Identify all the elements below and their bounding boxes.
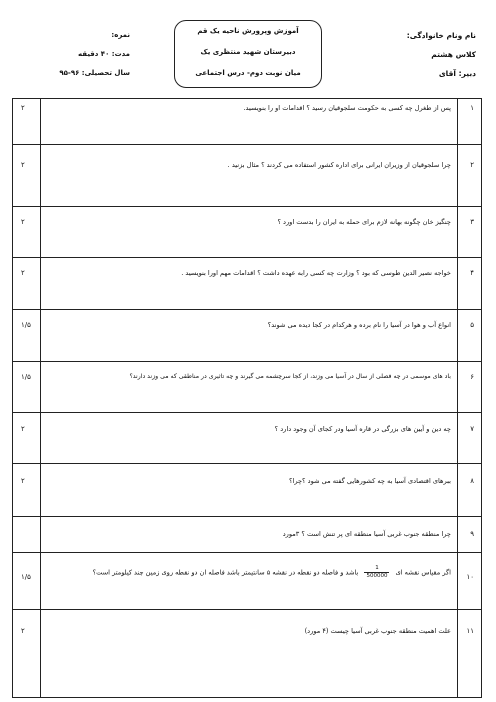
- question-text: علت اهمیت منطقه جنوب غربی آسیا چیست (۴ مورد): [304, 627, 451, 635]
- question-score: ۲: [21, 269, 25, 277]
- question-number: ۹: [470, 530, 474, 538]
- question-number: ۴: [470, 269, 474, 277]
- score-column: [13, 99, 41, 697]
- fraction-numerator: 1: [364, 565, 389, 573]
- question-text: ببرهای اقتصادی آسیا به چه کشورهایی گفته می شود ؟چرا؟: [289, 477, 451, 485]
- question-score: ۲: [21, 104, 25, 112]
- school-name: دبیرستان شهید منتظری یک: [200, 48, 296, 56]
- question-number: ۶: [470, 373, 474, 381]
- question-score: ۱/۵: [21, 321, 31, 329]
- question-number: ۳: [470, 218, 474, 226]
- exam-title: میان نوبت دوم- درس اجتماعی: [195, 69, 301, 77]
- question-text: چرا سلجوقیان از وزیران ایرانی برای اداره کشور استفاده می کردند ؟ مثال بزنید .: [227, 161, 451, 169]
- question-score: ۲: [21, 477, 25, 485]
- row-divider: [13, 609, 481, 610]
- exam-page: [12, 16, 482, 700]
- question-text-before: اگر مقیاس نقشه ای: [395, 568, 451, 577]
- question-number: ۵: [470, 321, 474, 329]
- row-divider: [13, 412, 481, 413]
- question-text: چرا منطقه جنوب غربی آسیا منطقه ای پر تنش است ؟ ۳مورد: [282, 530, 451, 538]
- question-number: ۲: [470, 161, 474, 169]
- name-label: نام ونام خانوادگی:: [406, 31, 476, 40]
- row-divider: [13, 361, 481, 362]
- row-divider: [13, 516, 481, 517]
- question-number: ۱۰: [466, 573, 474, 581]
- row-divider: [13, 552, 481, 553]
- question-text: خواجه نصیر الدین طوسی که بود ؟ وزارت چه کسی رابه عهده داشت ؟ اقدامات مهم اورا بنویسید .: [181, 269, 451, 277]
- row-divider: [13, 257, 481, 258]
- grade-label: نمره:: [111, 31, 130, 39]
- question-score: ۲: [21, 218, 25, 226]
- question-number: ۸: [470, 477, 474, 485]
- question-text: پس از طغرل چه کسی به حکومت سلجوقیان رسید ؟ اقدامات او را بنویسید.: [243, 104, 451, 112]
- class-label: کلاس هشتم: [431, 50, 476, 59]
- student-info: [326, 26, 476, 83]
- teacher-label: دبیر: آقای: [438, 69, 476, 78]
- duration-label: مدت: ۴۰ دقیقه: [78, 50, 130, 58]
- question-number: ۱۱: [466, 627, 474, 635]
- question-text-after: باشد و فاصله دو نقطه در نقشه ۵ سانتیمتر باشد فاصله ان دو نقطه روی زمین چند کیلومتر است؟: [92, 568, 359, 577]
- question-text: چنگیز خان چگونه بهانه لازم برای حمله به ایران را بدست اورد ؟: [277, 218, 451, 226]
- row-divider: [13, 463, 481, 464]
- school-title-box: [174, 20, 322, 88]
- exam-info: [20, 26, 130, 83]
- question-score: ۲: [21, 425, 25, 433]
- fraction-denominator: 500000: [366, 573, 388, 579]
- question-text: [51, 565, 451, 580]
- row-divider: [13, 206, 481, 207]
- education-office: آموزش وپرورش ناحیه یک قم: [197, 27, 299, 35]
- question-score: ۱/۵: [21, 573, 31, 581]
- row-divider: [13, 144, 481, 145]
- scale-fraction: [364, 565, 389, 580]
- questions-table: [12, 98, 482, 698]
- question-text: چه دین و آیین های بزرگی در قاره آسیا ودر کجای آن وجود دارد ؟: [274, 425, 451, 433]
- year-label: سال تحصیلی: ۹۶-۹۵: [59, 69, 130, 77]
- question-number: ۱: [470, 104, 474, 112]
- question-text: انواع آب و هوا در آسیا را نام برده و هرکدام در کجا دیده می شوند؟: [267, 321, 451, 329]
- question-number: ۷: [470, 425, 474, 433]
- question-text: باد های موسمی در چه فصلی از سال در آسیا می وزند، از کجا سرچشمه می گیرند و چه تاثیری در مناطقی که می وزند دارند؟: [129, 373, 451, 380]
- question-score: ۲: [21, 161, 25, 169]
- number-column: [457, 99, 481, 697]
- question-score: ۱/۵: [21, 373, 31, 381]
- exam-header: [12, 16, 482, 94]
- row-divider: [13, 309, 481, 310]
- question-score: ۲: [21, 627, 25, 635]
